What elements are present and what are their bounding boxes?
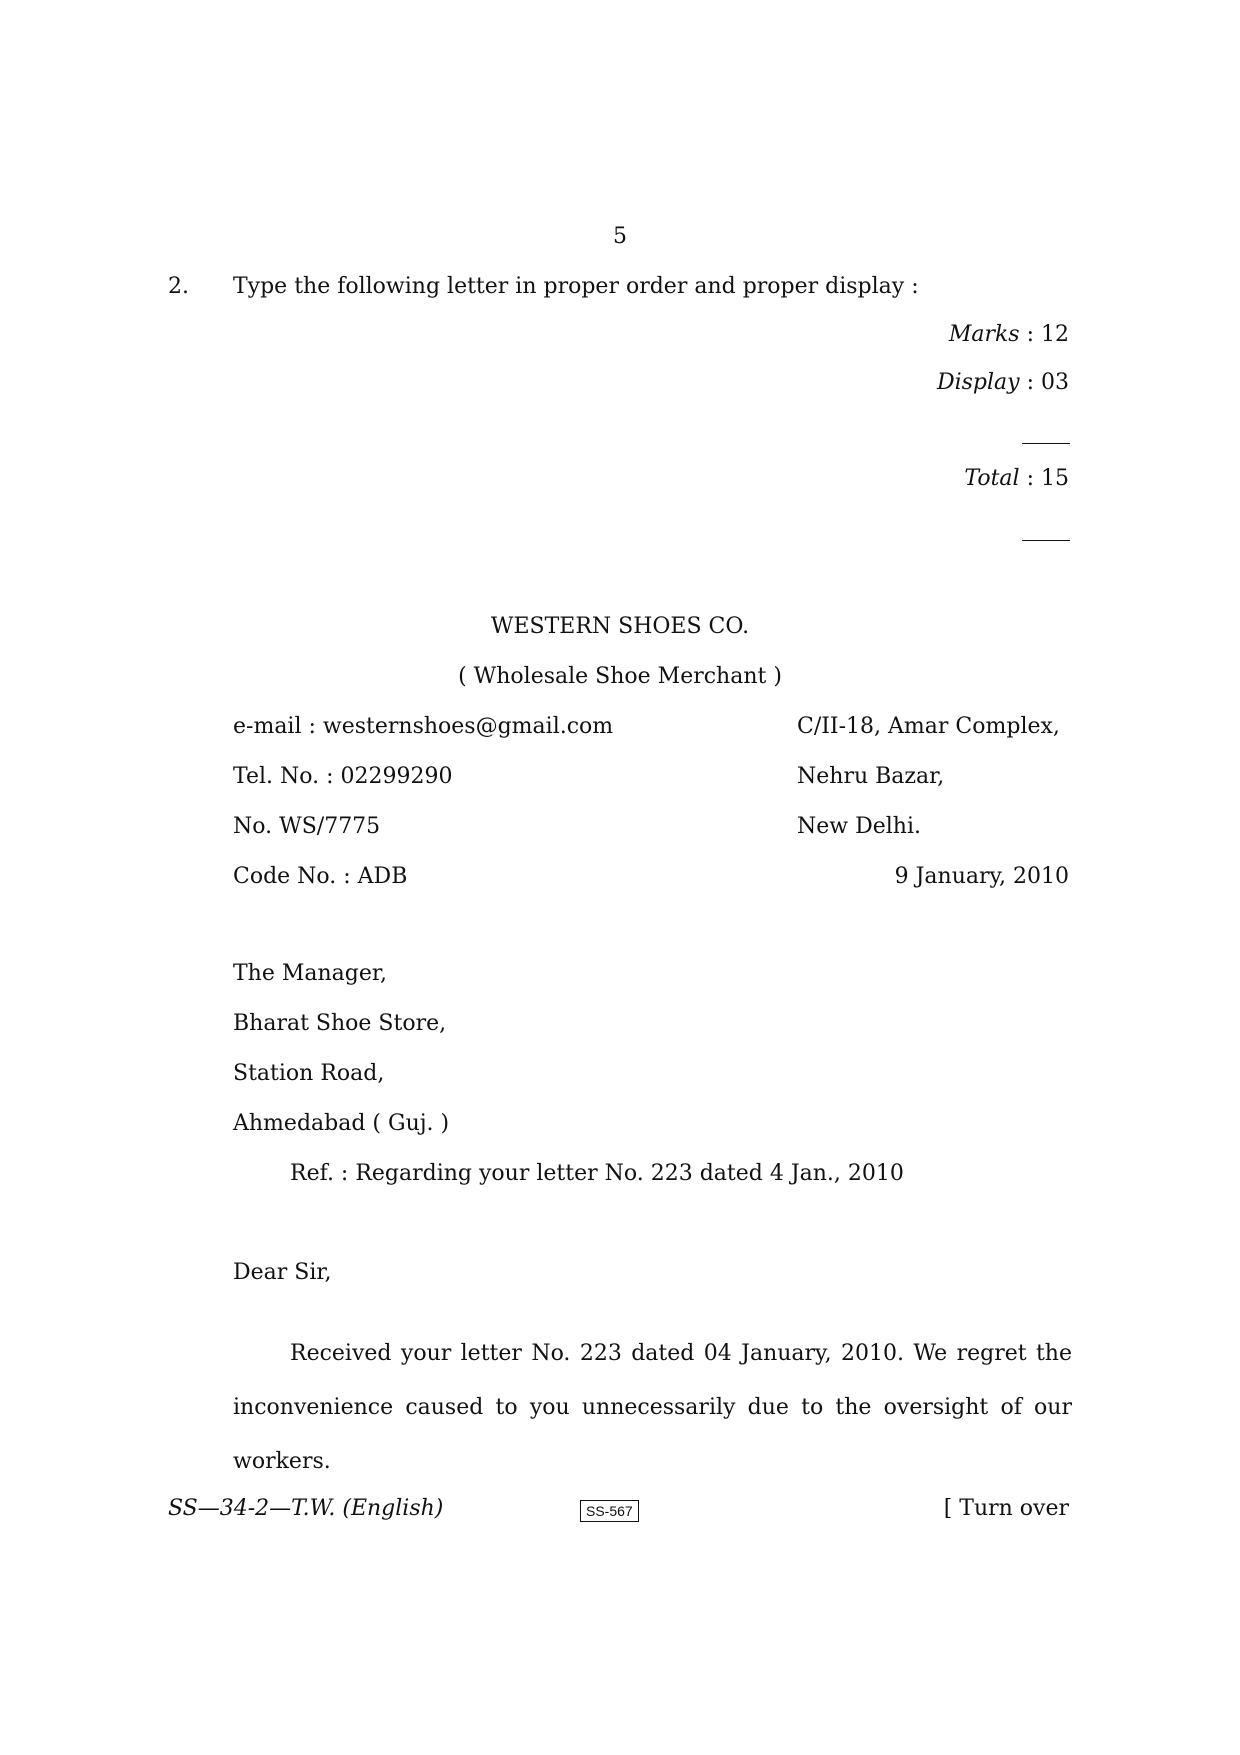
company-name: WESTERN SHOES CO. [490,614,750,639]
footer-paper-code: SS—34-2—T.W. (English) [168,1496,444,1521]
letterhead-tel: Tel. No. : 02299290 [233,764,453,789]
marks-label: Marks [948,322,1020,347]
salutation: Dear Sir, [233,1260,332,1285]
letterhead-ref-no: No. WS/7775 [233,814,381,839]
total-marks-line [964,465,1069,493]
marks-value: : 12 [1026,322,1069,347]
recipient-line2: Bharat Shoe Store, [233,1011,447,1036]
marks-line [949,321,1069,349]
question-instruction: Type the following letter in proper order and proper display : [233,274,919,299]
question-number: 2. [168,274,189,299]
display-marks-line [937,369,1069,397]
display-value: : 03 [1026,370,1069,395]
recipient-line4: Ahmedabad ( Guj. ) [233,1111,450,1136]
footer-box-code: SS-567 [580,1500,639,1522]
total-label: Total [964,466,1020,491]
total-rule-bottom [1022,540,1070,541]
letter-date: 9 January, 2010 [894,864,1069,889]
letterhead-email: e-mail : westernshoes@gmail.com [233,714,614,739]
letterhead-code: Code No. : ADB [233,864,408,889]
recipient-line3: Station Road, [233,1061,385,1086]
footer-turn-over: [ Turn over [943,1496,1069,1521]
reference-line: Ref. : Regarding your letter No. 223 dated 4 Jan., 2010 [290,1161,904,1186]
display-label: Display [936,370,1020,395]
page-number: 5 [613,224,627,249]
letter-body: Received your letter No. 223 dated 04 January, 2010. We regret the inconvenience caused to you unnecessarily due to the oversight of our workers. [233,1341,1072,1474]
recipient-line1: The Manager, [233,961,387,986]
total-value: : 15 [1026,466,1069,491]
sender-address-line2: Nehru Bazar, [797,764,945,789]
sender-address-line3: New Delhi. [797,814,921,839]
total-rule-top [1022,443,1070,444]
sender-address-line1: C/II-18, Amar Complex, [797,714,1060,739]
company-subtitle: ( Wholesale Shoe Merchant ) [458,664,782,689]
